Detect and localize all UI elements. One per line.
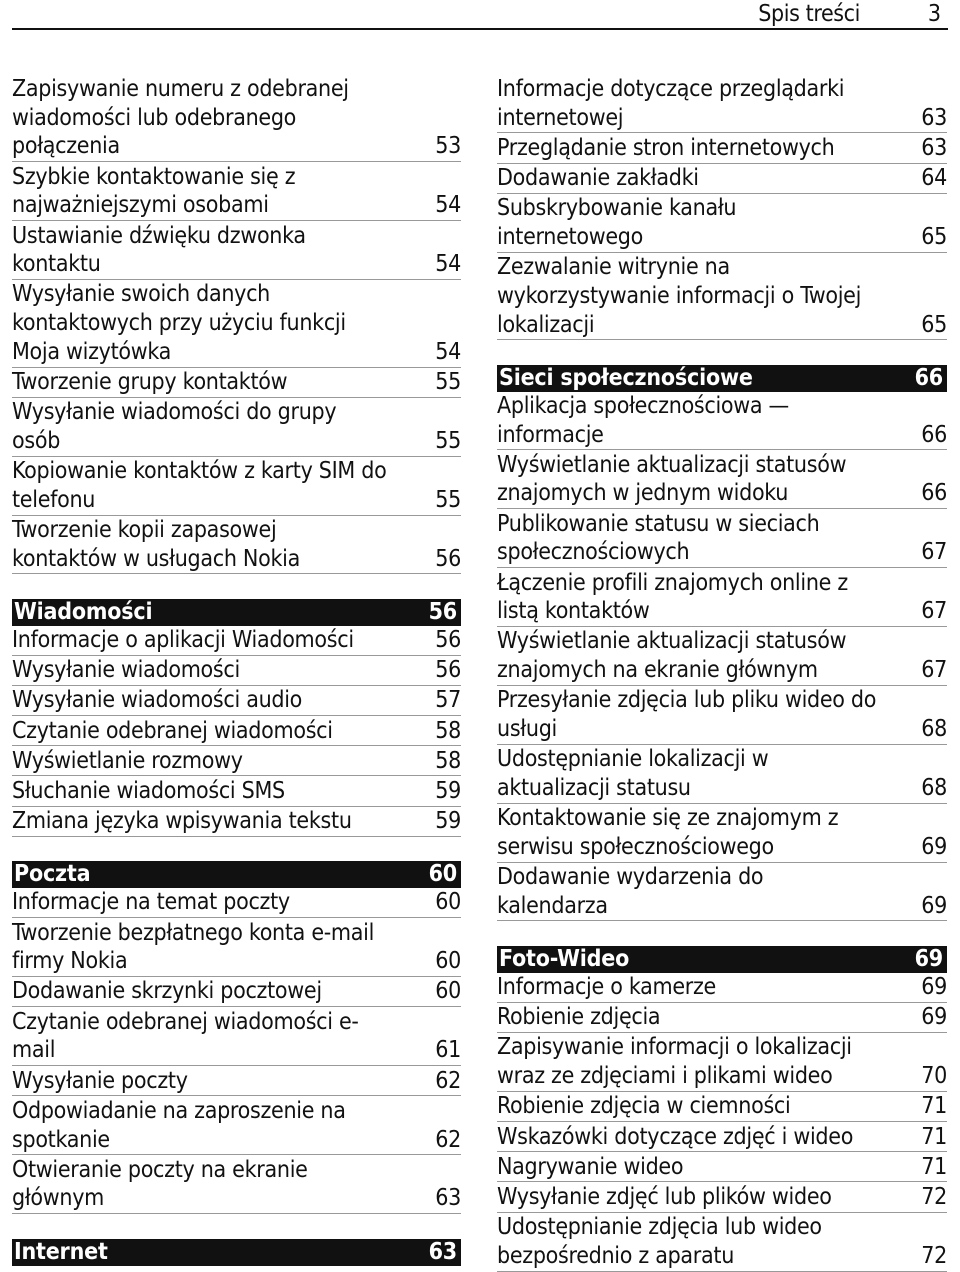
page-header [12, 0, 948, 30]
entry-title-text: informacje [497, 421, 604, 448]
entry-title-text: bezpośrednio z aparatu [497, 1242, 735, 1269]
entry-line [497, 1153, 947, 1182]
entry-page-number: 67 [921, 598, 947, 625]
toc-section-heading[interactable] [497, 365, 947, 392]
entry-page-number: 58 [435, 747, 461, 774]
entry-title-text: Wyświetlanie rozmowy [12, 747, 243, 774]
toc-entry[interactable] [497, 745, 947, 803]
toc-entry[interactable] [12, 888, 461, 918]
entry-title-text: Dodawanie wydarzenia do [497, 864, 764, 891]
entry-line [12, 888, 461, 917]
entry-line [12, 309, 461, 338]
entry-title-text: Dodawanie skrzynki pocztowej [12, 978, 322, 1005]
toc-entry[interactable] [497, 804, 947, 862]
entry-line [497, 282, 947, 311]
entry-line [497, 863, 947, 892]
toc-entry[interactable] [497, 75, 947, 133]
entry-page-number: 54 [435, 192, 461, 219]
toc-entry[interactable] [497, 253, 947, 340]
entry-title-text: Wysyłanie wiadomości [12, 657, 240, 684]
entry-line [12, 626, 461, 655]
entry-page-number: 71 [921, 1153, 947, 1180]
entry-line [497, 194, 947, 223]
entry-line [12, 747, 461, 776]
entry-page-number: 69 [921, 1004, 947, 1031]
entry-line [497, 774, 947, 803]
entry-line [12, 280, 461, 309]
entry-title-text: Robienie zdjęcia w ciemności [497, 1093, 791, 1120]
entry-line [497, 1213, 947, 1242]
toc-entry[interactable] [497, 164, 947, 194]
toc-entry[interactable] [497, 569, 947, 627]
entry-line [12, 163, 461, 192]
section-title: Wiadomości [14, 598, 153, 625]
entry-line [12, 1156, 461, 1185]
entry-title-text: Udostępnianie lokalizacji w [497, 746, 769, 773]
entry-line [12, 427, 461, 456]
entry-title-text: Wysyłanie wiadomości do grupy [12, 399, 337, 426]
entry-page-number: 67 [921, 657, 947, 684]
entry-title-text: lokalizacji [497, 311, 595, 338]
entry-title-text: Przeglądanie stron internetowych [497, 134, 835, 161]
toc-entry[interactable] [497, 510, 947, 568]
toc-entry[interactable] [497, 1183, 947, 1213]
section-spacer [497, 341, 947, 365]
entry-title-text: firmy Nokia [12, 948, 128, 975]
toc-entry[interactable] [12, 163, 461, 221]
section-page-number: 69 [914, 945, 943, 972]
entry-line [12, 919, 461, 948]
entry-title-text: Nagrywanie wideo [497, 1153, 684, 1180]
entry-line [12, 1097, 461, 1126]
entry-page-number: 56 [435, 657, 461, 684]
toc-entry[interactable] [497, 686, 947, 744]
entry-line [12, 1126, 461, 1155]
entry-title-text: Aplikacja społecznościowa — [497, 392, 789, 419]
entry-title-text: znajomych na ekranie głównym [497, 657, 818, 684]
entry-page-number: 62 [435, 1126, 461, 1153]
entry-line [497, 1092, 947, 1121]
toc-entry[interactable] [12, 368, 461, 398]
toc-entry[interactable] [12, 1067, 461, 1097]
toc-entry[interactable] [12, 516, 461, 574]
entry-title-text: Odpowiadanie na zaproszenie na [12, 1097, 346, 1124]
entry-line [12, 191, 461, 220]
entry-title-text: Kopiowanie kontaktów z karty SIM do [12, 458, 387, 485]
entry-line [497, 686, 947, 715]
entry-title-text: Otwieranie poczty na ekranie [12, 1156, 308, 1183]
entry-title-text: Wyświetlanie aktualizacji statusów [497, 451, 847, 478]
entry-page-number: 64 [921, 165, 947, 192]
entry-page-number: 61 [435, 1037, 461, 1064]
section-page-number: 66 [914, 364, 943, 391]
entry-title-text: społecznościowych [497, 539, 690, 566]
entry-page-number: 59 [435, 808, 461, 835]
entry-title-text: Udostępnianie zdjęcia lub wideo [497, 1214, 822, 1241]
toc-left-column [12, 75, 461, 1266]
entry-page-number: 65 [921, 311, 947, 338]
entry-page-number: 62 [435, 1067, 461, 1094]
section-title: Poczta [14, 861, 91, 888]
section-title: Internet [14, 1238, 108, 1265]
entry-line [497, 1003, 947, 1032]
entry-page-number: 72 [921, 1242, 947, 1269]
entry-title-text: Wysyłanie poczty [12, 1067, 188, 1094]
entry-line [12, 977, 461, 1006]
toc-entry[interactable] [12, 807, 461, 837]
entry-page-number: 72 [921, 1183, 947, 1210]
entry-line [497, 451, 947, 480]
entry-line [497, 75, 947, 104]
section-page-number: 60 [428, 861, 457, 888]
entry-line [12, 686, 461, 715]
entry-line [497, 392, 947, 421]
entry-title-text: wykorzystywanie informacji o Twojej [497, 282, 862, 309]
entry-line [497, 538, 947, 567]
toc-entry[interactable] [12, 280, 461, 367]
entry-line [12, 545, 461, 574]
entry-title-text: Czytanie odebranej wiadomości e- [12, 1008, 359, 1035]
entry-line [497, 569, 947, 598]
entry-title-text: połączenia [12, 133, 120, 160]
entry-title-text: Informacje na temat poczty [12, 889, 290, 916]
entry-page-number: 63 [921, 104, 947, 131]
entry-page-number: 71 [921, 1123, 947, 1150]
toc-entry[interactable] [12, 75, 461, 162]
entry-line [497, 1033, 947, 1062]
entry-title-text: Szybkie kontaktowanie się z [12, 163, 296, 190]
entry-page-number: 60 [435, 889, 461, 916]
entry-line [497, 627, 947, 656]
entry-line [497, 311, 947, 340]
entry-line [12, 222, 461, 251]
toc-entry[interactable] [12, 1156, 461, 1214]
toc-entry[interactable] [497, 1003, 947, 1033]
entry-line [497, 223, 947, 252]
entry-line [497, 597, 947, 626]
entry-line [12, 75, 461, 104]
section-title: Foto-Wideo [499, 945, 630, 972]
entry-line [497, 715, 947, 744]
entry-title-text: Przesyłanie zdjęcia lub pliku wideo do [497, 687, 877, 714]
entry-title-text: wiadomości lub odebranego [12, 104, 297, 131]
entry-title-text: Zapisywanie numeru z odebranej [12, 76, 349, 102]
entry-title-text: Wysyłanie zdjęć lub plików wideo [497, 1183, 832, 1210]
entry-page-number: 63 [435, 1185, 461, 1212]
entry-title-text: głównym [12, 1185, 105, 1212]
entry-line [497, 479, 947, 508]
entry-line [12, 1067, 461, 1096]
entry-title-text: Zapisywanie informacji o lokalizacji [497, 1034, 852, 1061]
entry-page-number: 60 [435, 948, 461, 975]
header-page-number: 3 [927, 1, 941, 27]
entry-title-text: telefonu [12, 486, 96, 513]
entry-title-text: aktualizacji statusu [497, 774, 691, 801]
entry-title-text: Zmiana języka wpisywania tekstu [12, 808, 352, 835]
toc-section-heading[interactable] [12, 861, 461, 888]
entry-title-text: Wysyłanie swoich danych [12, 281, 270, 308]
entry-page-number: 66 [921, 421, 947, 448]
entry-page-number: 68 [921, 716, 947, 743]
entry-line [12, 1184, 461, 1213]
toc-section-heading[interactable] [497, 946, 947, 973]
entry-line [12, 338, 461, 367]
entry-line [497, 134, 947, 163]
entry-title-text: Dodawanie zakładki [497, 165, 699, 192]
section-spacer [497, 922, 947, 946]
toc-entry[interactable] [497, 134, 947, 164]
entry-title-text: Informacje dotyczące przeglądarki [497, 76, 845, 102]
toc-entry[interactable] [12, 656, 461, 686]
entry-line [497, 656, 947, 685]
entry-title-text: Łączenie profili znajomych online z [497, 569, 848, 596]
entry-page-number: 69 [921, 833, 947, 860]
toc-entry[interactable] [497, 392, 947, 450]
entry-line [497, 804, 947, 833]
toc-entry[interactable] [12, 457, 461, 515]
section-spacer [12, 1215, 461, 1239]
entry-line [12, 486, 461, 515]
entry-page-number: 68 [921, 774, 947, 801]
entry-line [12, 132, 461, 161]
toc-entry[interactable] [497, 1092, 947, 1122]
toc-entry[interactable] [12, 626, 461, 656]
toc-entry[interactable] [497, 1153, 947, 1183]
entry-title-text: Publikowanie statusu w sieciach [497, 510, 820, 537]
toc-entry[interactable] [497, 1123, 947, 1153]
entry-line [12, 457, 461, 486]
entry-line [497, 1242, 947, 1271]
toc-entry[interactable] [12, 686, 461, 716]
entry-title-text: kontaktowych przy użyciu funkcji [12, 310, 346, 337]
entry-title-text: Wysyłanie wiadomości audio [12, 687, 303, 714]
entry-line [12, 947, 461, 976]
entry-title-text: Informacje o aplikacji Wiadomości [12, 626, 354, 653]
entry-line [12, 1036, 461, 1065]
entry-line [497, 1183, 947, 1212]
entry-title-text: spotkanie [12, 1126, 110, 1153]
entry-title-text: listą kontaktów [497, 598, 650, 625]
toc-entry[interactable] [497, 863, 947, 921]
entry-title-text: Słuchanie wiadomości SMS [12, 777, 285, 804]
entry-line [497, 1062, 947, 1091]
toc-section-heading[interactable] [12, 1239, 461, 1266]
entry-title-text: Zezwalanie witrynie na [497, 254, 730, 281]
entry-title-text: kontaktu [12, 251, 101, 278]
entry-title-text: usługi [497, 716, 557, 743]
entry-page-number: 55 [435, 369, 461, 396]
entry-title-text: Tworzenie kopii zapasowej [12, 517, 277, 544]
toc-entry[interactable] [12, 777, 461, 807]
entry-title-text: Informacje o kamerze [497, 973, 716, 1000]
entry-title-text: kontaktów w usługach Nokia [12, 545, 300, 572]
entry-line [497, 421, 947, 450]
entry-line [12, 104, 461, 133]
entry-line [12, 250, 461, 279]
entry-line [497, 1123, 947, 1152]
entry-page-number: 53 [435, 133, 461, 160]
entry-page-number: 56 [435, 545, 461, 572]
entry-title-text: Ustawianie dźwięku dzwonka [12, 222, 306, 249]
header-title: Spis treści [758, 1, 860, 27]
entry-page-number: 55 [435, 486, 461, 513]
entry-title-text: Moja wizytówka [12, 338, 172, 365]
toc-entry[interactable] [497, 194, 947, 252]
entry-page-number: 66 [921, 480, 947, 507]
toc-entry[interactable] [497, 973, 947, 1003]
entry-title-text: znajomych w jednym widoku [497, 480, 789, 507]
entry-page-number: 54 [435, 251, 461, 278]
entry-page-number: 54 [435, 338, 461, 365]
entry-line [497, 745, 947, 774]
entry-page-number: 56 [435, 626, 461, 653]
entry-title-text: Tworzenie bezpłatnego konta e-mail [12, 919, 375, 946]
entry-page-number: 57 [435, 687, 461, 714]
entry-line [12, 656, 461, 685]
toc-right-column [497, 75, 947, 1272]
entry-title-text: najważniejszymi osobami [12, 192, 269, 219]
entry-line [12, 398, 461, 427]
entry-line [497, 164, 947, 193]
entry-page-number: 55 [435, 427, 461, 454]
entry-page-number: 65 [921, 224, 947, 251]
entry-title-text: Wskazówki dotyczące zdjęć i wideo [497, 1123, 854, 1150]
toc-entry[interactable] [497, 451, 947, 509]
entry-title-text: mail [12, 1037, 56, 1064]
toc-entry[interactable] [12, 747, 461, 777]
toc-entry[interactable] [12, 977, 461, 1007]
entry-title-text: internetowego [497, 224, 643, 251]
toc-entry[interactable] [497, 1033, 947, 1091]
section-page-number: 56 [428, 598, 457, 625]
entry-title-text: Wyświetlanie aktualizacji statusów [497, 628, 847, 655]
entry-page-number: 71 [921, 1093, 947, 1120]
entry-title-text: internetowej [497, 104, 624, 131]
entry-line [12, 777, 461, 806]
entry-page-number: 69 [921, 892, 947, 919]
entry-line [497, 833, 947, 862]
toc-entry[interactable] [12, 1097, 461, 1155]
entry-page-number: 67 [921, 539, 947, 566]
entry-line [12, 1008, 461, 1037]
entry-page-number: 63 [921, 134, 947, 161]
entry-page-number: 58 [435, 717, 461, 744]
toc-entry[interactable] [12, 222, 461, 280]
entry-page-number: 70 [921, 1063, 947, 1090]
section-spacer [12, 837, 461, 861]
entry-title-text: Subskrybowanie kanału [497, 195, 737, 222]
toc-entry[interactable] [12, 1008, 461, 1066]
entry-line [12, 516, 461, 545]
entry-line [497, 510, 947, 539]
entry-line [12, 807, 461, 836]
entry-title-text: Kontaktowanie się ze znajomym z [497, 805, 839, 832]
toc-entry[interactable] [12, 919, 461, 977]
toc-entry[interactable] [12, 398, 461, 456]
entry-title-text: serwisu społecznościowego [497, 833, 774, 860]
entry-line [12, 368, 461, 397]
entry-line [12, 717, 461, 746]
entry-title-text: osób [12, 427, 61, 454]
entry-title-text: Robienie zdjęcia [497, 1004, 661, 1031]
toc-entry[interactable] [497, 627, 947, 685]
entry-line [497, 973, 947, 1002]
toc-entry[interactable] [497, 1213, 947, 1271]
entry-page-number: 60 [435, 978, 461, 1005]
entry-line [497, 253, 947, 282]
entry-title-text: kalendarza [497, 892, 608, 919]
section-spacer [12, 575, 461, 599]
entry-title-text: Czytanie odebranej wiadomości [12, 717, 333, 744]
toc-entry[interactable] [12, 717, 461, 747]
section-page-number: 63 [428, 1238, 457, 1265]
entry-page-number: 59 [435, 777, 461, 804]
entry-title-text: Tworzenie grupy kontaktów [12, 369, 288, 396]
entry-line [497, 104, 947, 133]
entry-line [497, 892, 947, 921]
entry-title-text: wraz ze zdjęciami i plikami wideo [497, 1063, 833, 1090]
toc-section-heading[interactable] [12, 599, 461, 626]
entry-page-number: 69 [921, 973, 947, 1000]
section-title: Sieci społecznościowe [499, 364, 753, 391]
